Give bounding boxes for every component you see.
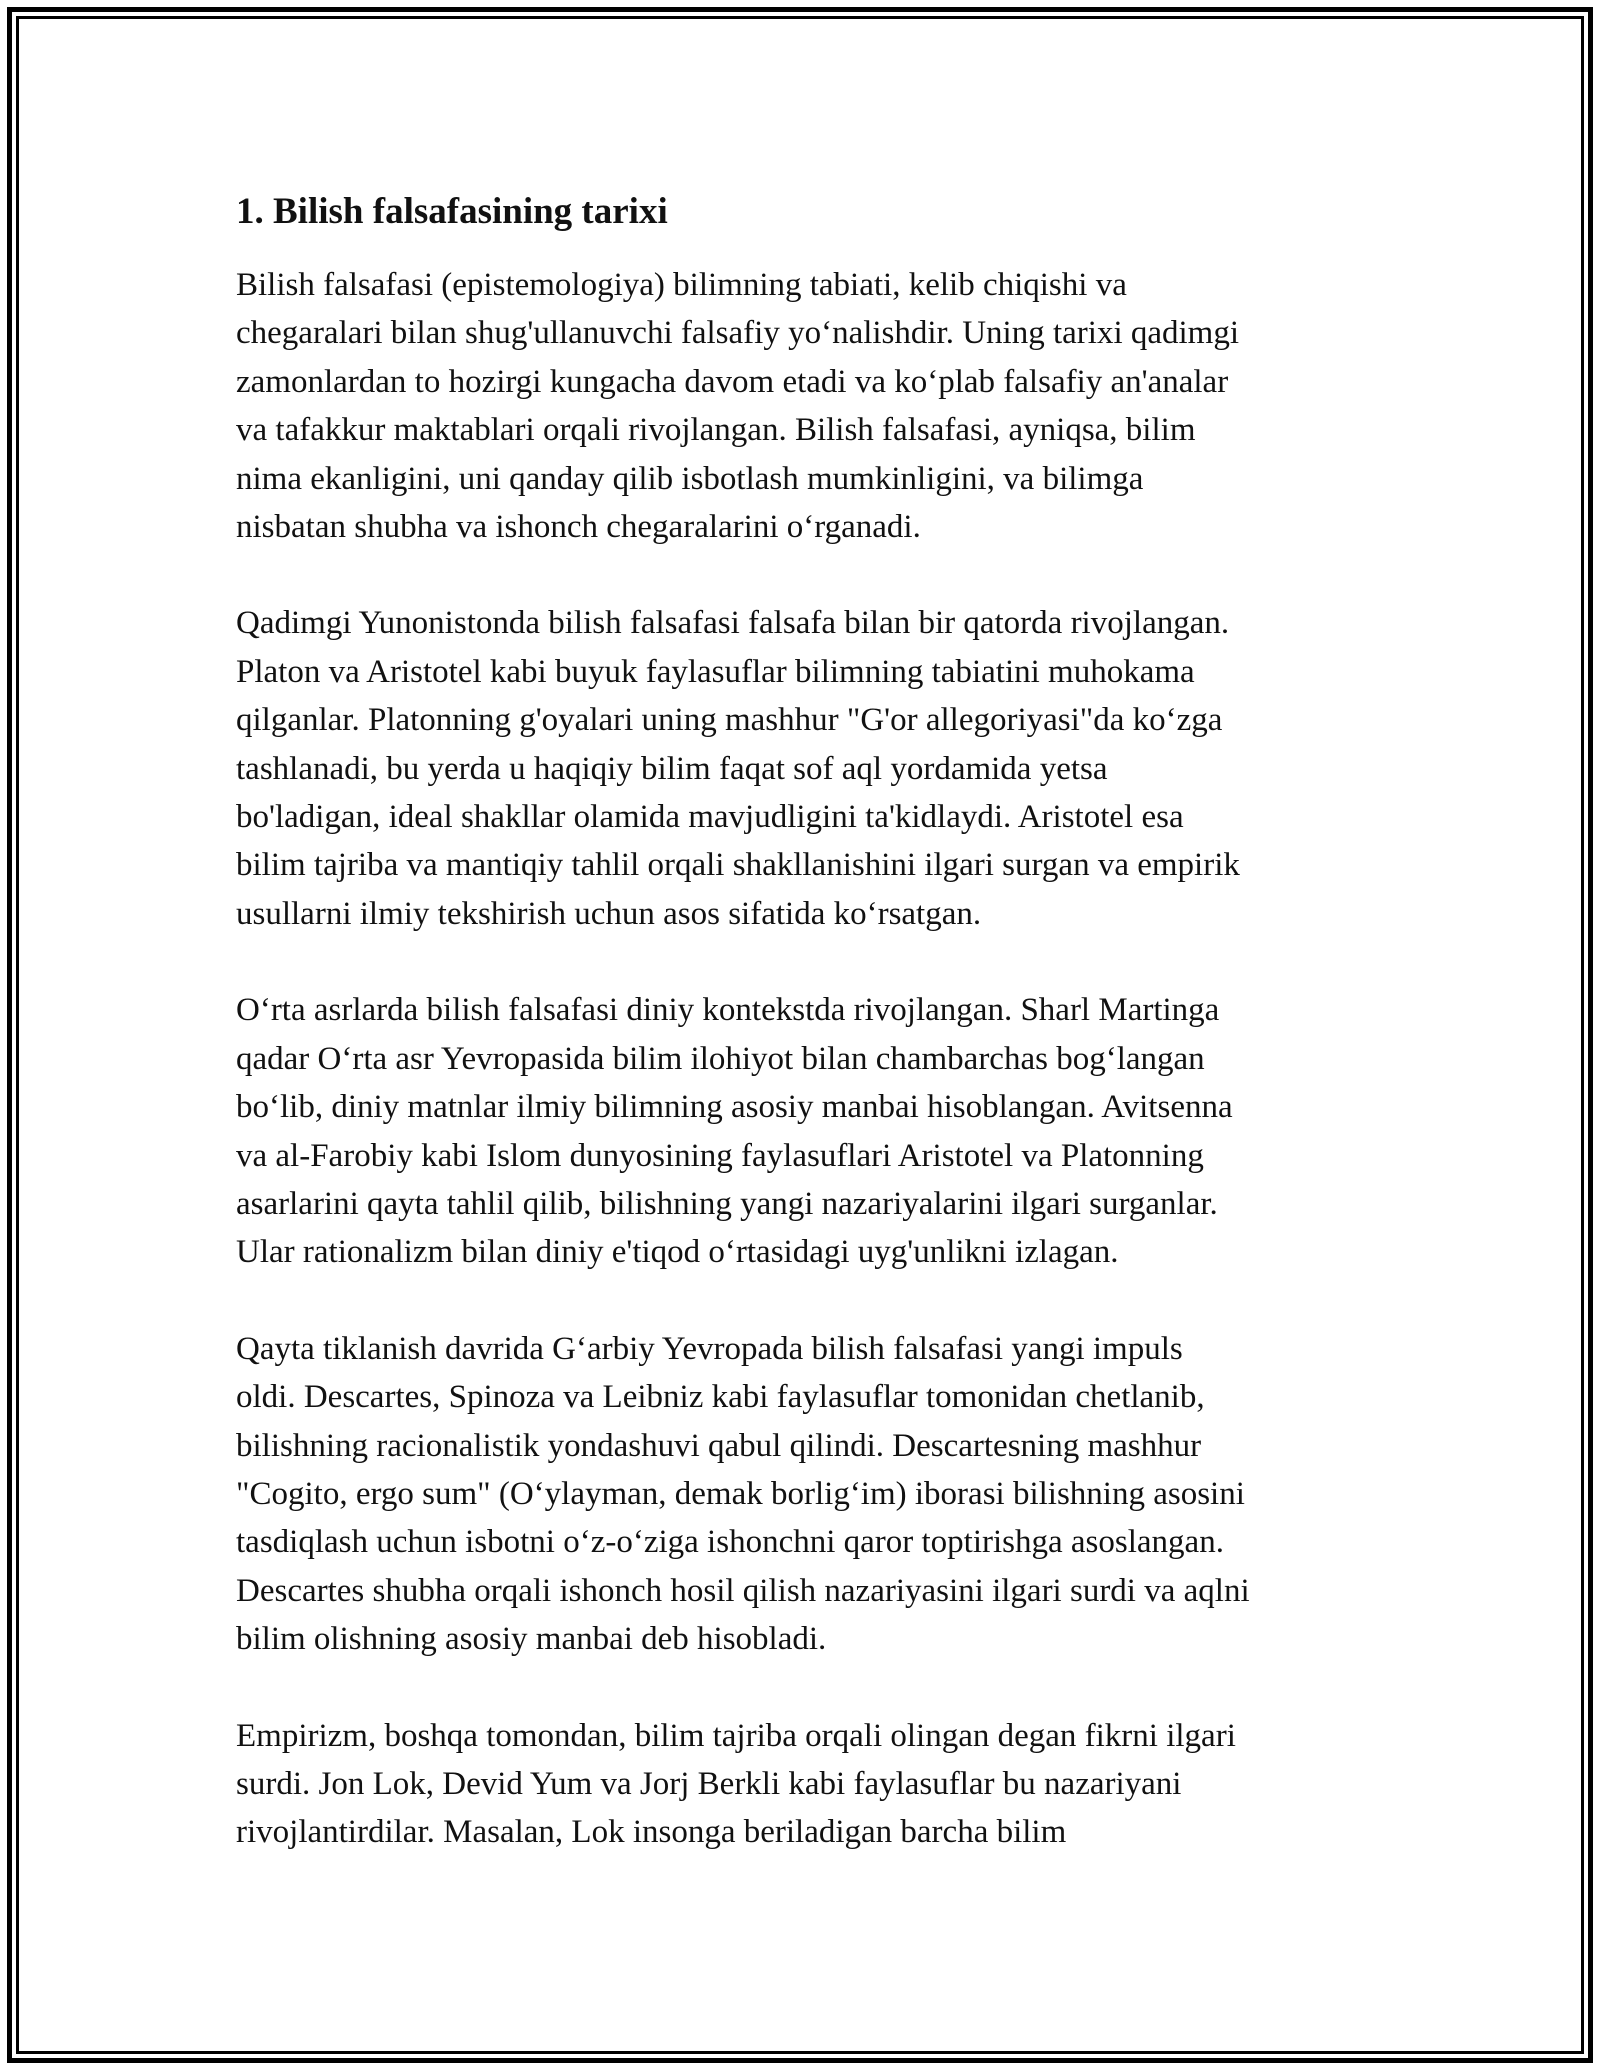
paragraph-empiricism: Empirizm, boshqa tomondan, bilim tajriba orqali olingan degan fikrni ilgari surdi. Jon Lok, Devid Yum va Jorj Berkli kabi faylasuflar bu nazariyani rivojlantirdilar. Masalan, Lok insonga beriladigan barcha bilim (236, 1717, 1236, 1851)
paragraph-renaissance: Qayta tiklanish davrida G‘arbiy Yevropada bilish falsafasi yangi impuls oldi. Descartes, Spinoza va Leibniz kabi faylasuflar tomonidan chetlanib, bilishning racionalistik yondashuvi qabul qilindi. Descartesning mashhur "Cogito, ergo sum" (O‘ylayman, demak borlig‘im) iborasi bilishning asosini tasdiqlash uchun isbotni o‘z-o‘ziga ishonchni qaror toptirishga asoslangan. Descartes shubha orqali ishonch hosil qilish nazariyasini ilgari surdi va aqlni bilim olishning asosiy manbai deb hisobladi. (236, 1330, 1250, 1658)
section-heading: 1. Bilish falsafasining tarixi (236, 191, 668, 232)
document-body (236, 185, 1366, 1905)
paragraph-middle-ages: O‘rta asrlarda bilish falsafasi diniy kontekstda rivojlangan. Sharl Martinga qadar O‘rta asr Yevropasida bilim ilohiyot bilan chambarchas bog‘langan bo‘lib, diniy matnlar ilmiy bilimning asosiy manbai hisoblangan. Avitsenna va al-Farobiy kabi Islom dunyosining faylasuflari Aristotel va Platonning asarlarini qayta tahlil qilib, bilishning yangi nazariyalarini ilgari surganlar. Ular rationalizm bilan diniy e'tiqod o‘rtasidagi uyg'unlikni izlagan. (236, 992, 1233, 1271)
paragraph-intro: Bilish falsafasi (epistemologiya) bilimning tabiati, kelib chiqishi va chegaralari bilan shug'ullanuvchi falsafiy yo‘nalishdir. Uning tarixi qadimgi zamonlardan to hozirgi kungacha davom etadi va ko‘plab falsafiy an'analar va tafakkur maktablari orqali rivojlangan. Bilish falsafasi, ayniqsa, bilim nima ekanligini, uni qanday qilib isbotlash mumkinligini, va bilimga nisbatan shubha va ishonch chegaralarini o‘rganadi. (236, 267, 1240, 546)
paragraph-ancient-greece: Qadimgi Yunonistonda bilish falsafasi falsafa bilan bir qatorda rivojlangan. Platon va Aristotel kabi buyuk faylasuflar bilimning tabiatini muhokama qilganlar. Platonning g'oyalari uning mashhur "G'or allegoriyasi"da ko‘zga tashlanadi, bu yerda u haqiqiy bilim faqat sof aql yordamida yetsa bo'ladigan, ideal shakllar olamida mavjudligini ta'kidlaydi. Aristotel esa bilim tajriba va mantiqiy tahlil orqali shakllanishini ilgari surgan va empirik usullarni ilmiy tekshirish uchun asos sifatida ko‘rsatgan. (236, 605, 1240, 932)
